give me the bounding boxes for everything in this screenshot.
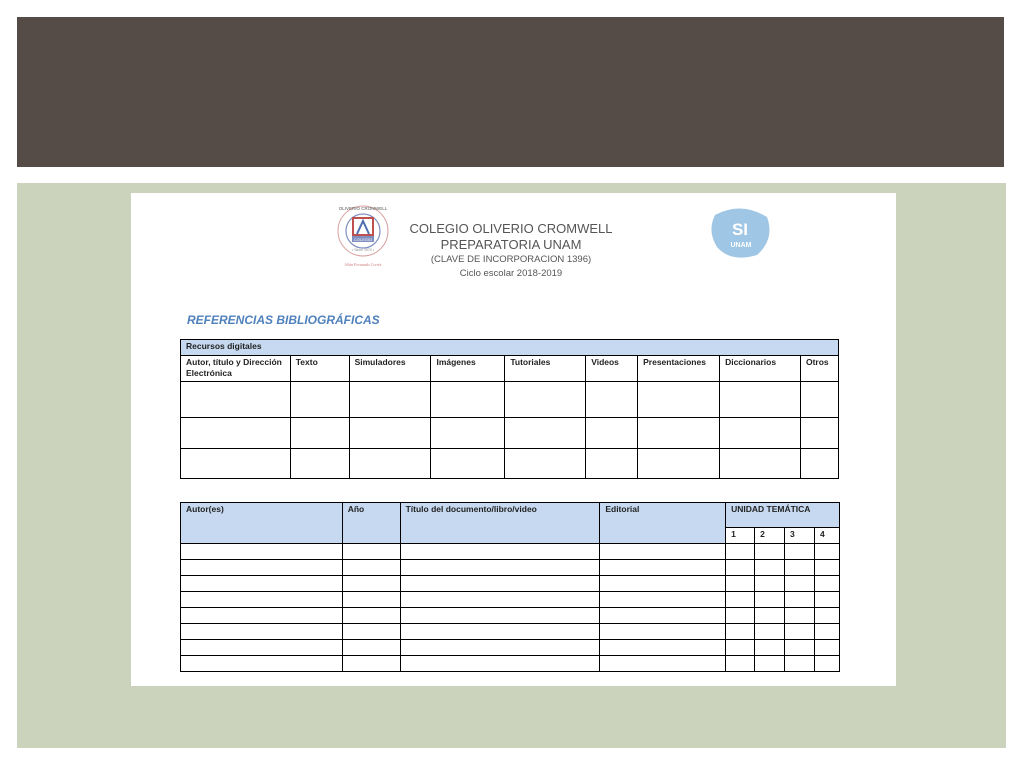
unam-text: UNAM — [730, 242, 752, 249]
si-text: SI — [731, 220, 749, 239]
logo-signature: Silán Fernando Cortés — [344, 262, 382, 267]
col-header: Autor(es) — [181, 503, 343, 544]
table-row — [181, 544, 840, 560]
col-header: Texto — [290, 356, 349, 382]
col-header: Diccionarios — [720, 356, 801, 382]
unidad-number: 3 — [785, 528, 815, 544]
document-image — [131, 193, 896, 686]
table-header-row — [181, 356, 839, 382]
unidad-number: 4 — [814, 528, 839, 544]
col-header: Título del documento/libro/video — [400, 503, 600, 544]
program-name: PREPARATORIA UNAM — [440, 237, 582, 252]
title-band — [17, 17, 1004, 167]
col-header: Imágenes — [431, 356, 505, 382]
table-banner-row — [181, 340, 839, 356]
col-header: Simuladores — [349, 356, 431, 382]
table-row — [181, 449, 839, 479]
bibliography-table — [180, 502, 840, 672]
col-header: Presentaciones — [638, 356, 720, 382]
section-title: REFERENCIAS BIBLIOGRÁFICAS — [187, 313, 380, 327]
digital-resources-table — [180, 339, 839, 479]
table-row — [181, 624, 840, 640]
logo-label: COLEGIO — [353, 237, 373, 242]
col-header: Año — [342, 503, 400, 544]
table-row — [181, 418, 839, 449]
col-header: Otros — [800, 356, 838, 382]
table-row — [181, 608, 840, 624]
table-row — [181, 576, 840, 592]
clave-text: (CLAVE DE INCORPORACION 1396) — [430, 254, 592, 265]
table-row — [181, 592, 840, 608]
ciclo-text: Ciclo escolar 2018-2019 — [459, 268, 563, 279]
school-name: COLEGIO OLIVERIO CROMWELL — [409, 221, 613, 236]
document-header — [391, 221, 631, 280]
school-logo — [335, 201, 391, 271]
logo-since: • Since 1970 • — [352, 248, 374, 252]
logo-arc-text: OLIVERIO CROMWELL — [338, 206, 388, 211]
col-header: Editorial — [600, 503, 726, 544]
unidad-tematica-header: UNIDAD TEMÁTICA — [726, 503, 840, 528]
table-header-row — [181, 503, 840, 528]
unidad-number: 1 — [726, 528, 755, 544]
unidad-number: 2 — [755, 528, 785, 544]
table-row — [181, 640, 840, 656]
col-header: Tutoriales — [505, 356, 586, 382]
si-unam-logo — [709, 205, 773, 259]
table-row — [181, 560, 840, 576]
col-header: Autor, título y Dirección Electrónica — [181, 356, 291, 382]
table-banner: Recursos digitales — [181, 340, 839, 356]
col-header: Videos — [586, 356, 638, 382]
table-row — [181, 382, 839, 418]
table-row — [181, 656, 840, 672]
